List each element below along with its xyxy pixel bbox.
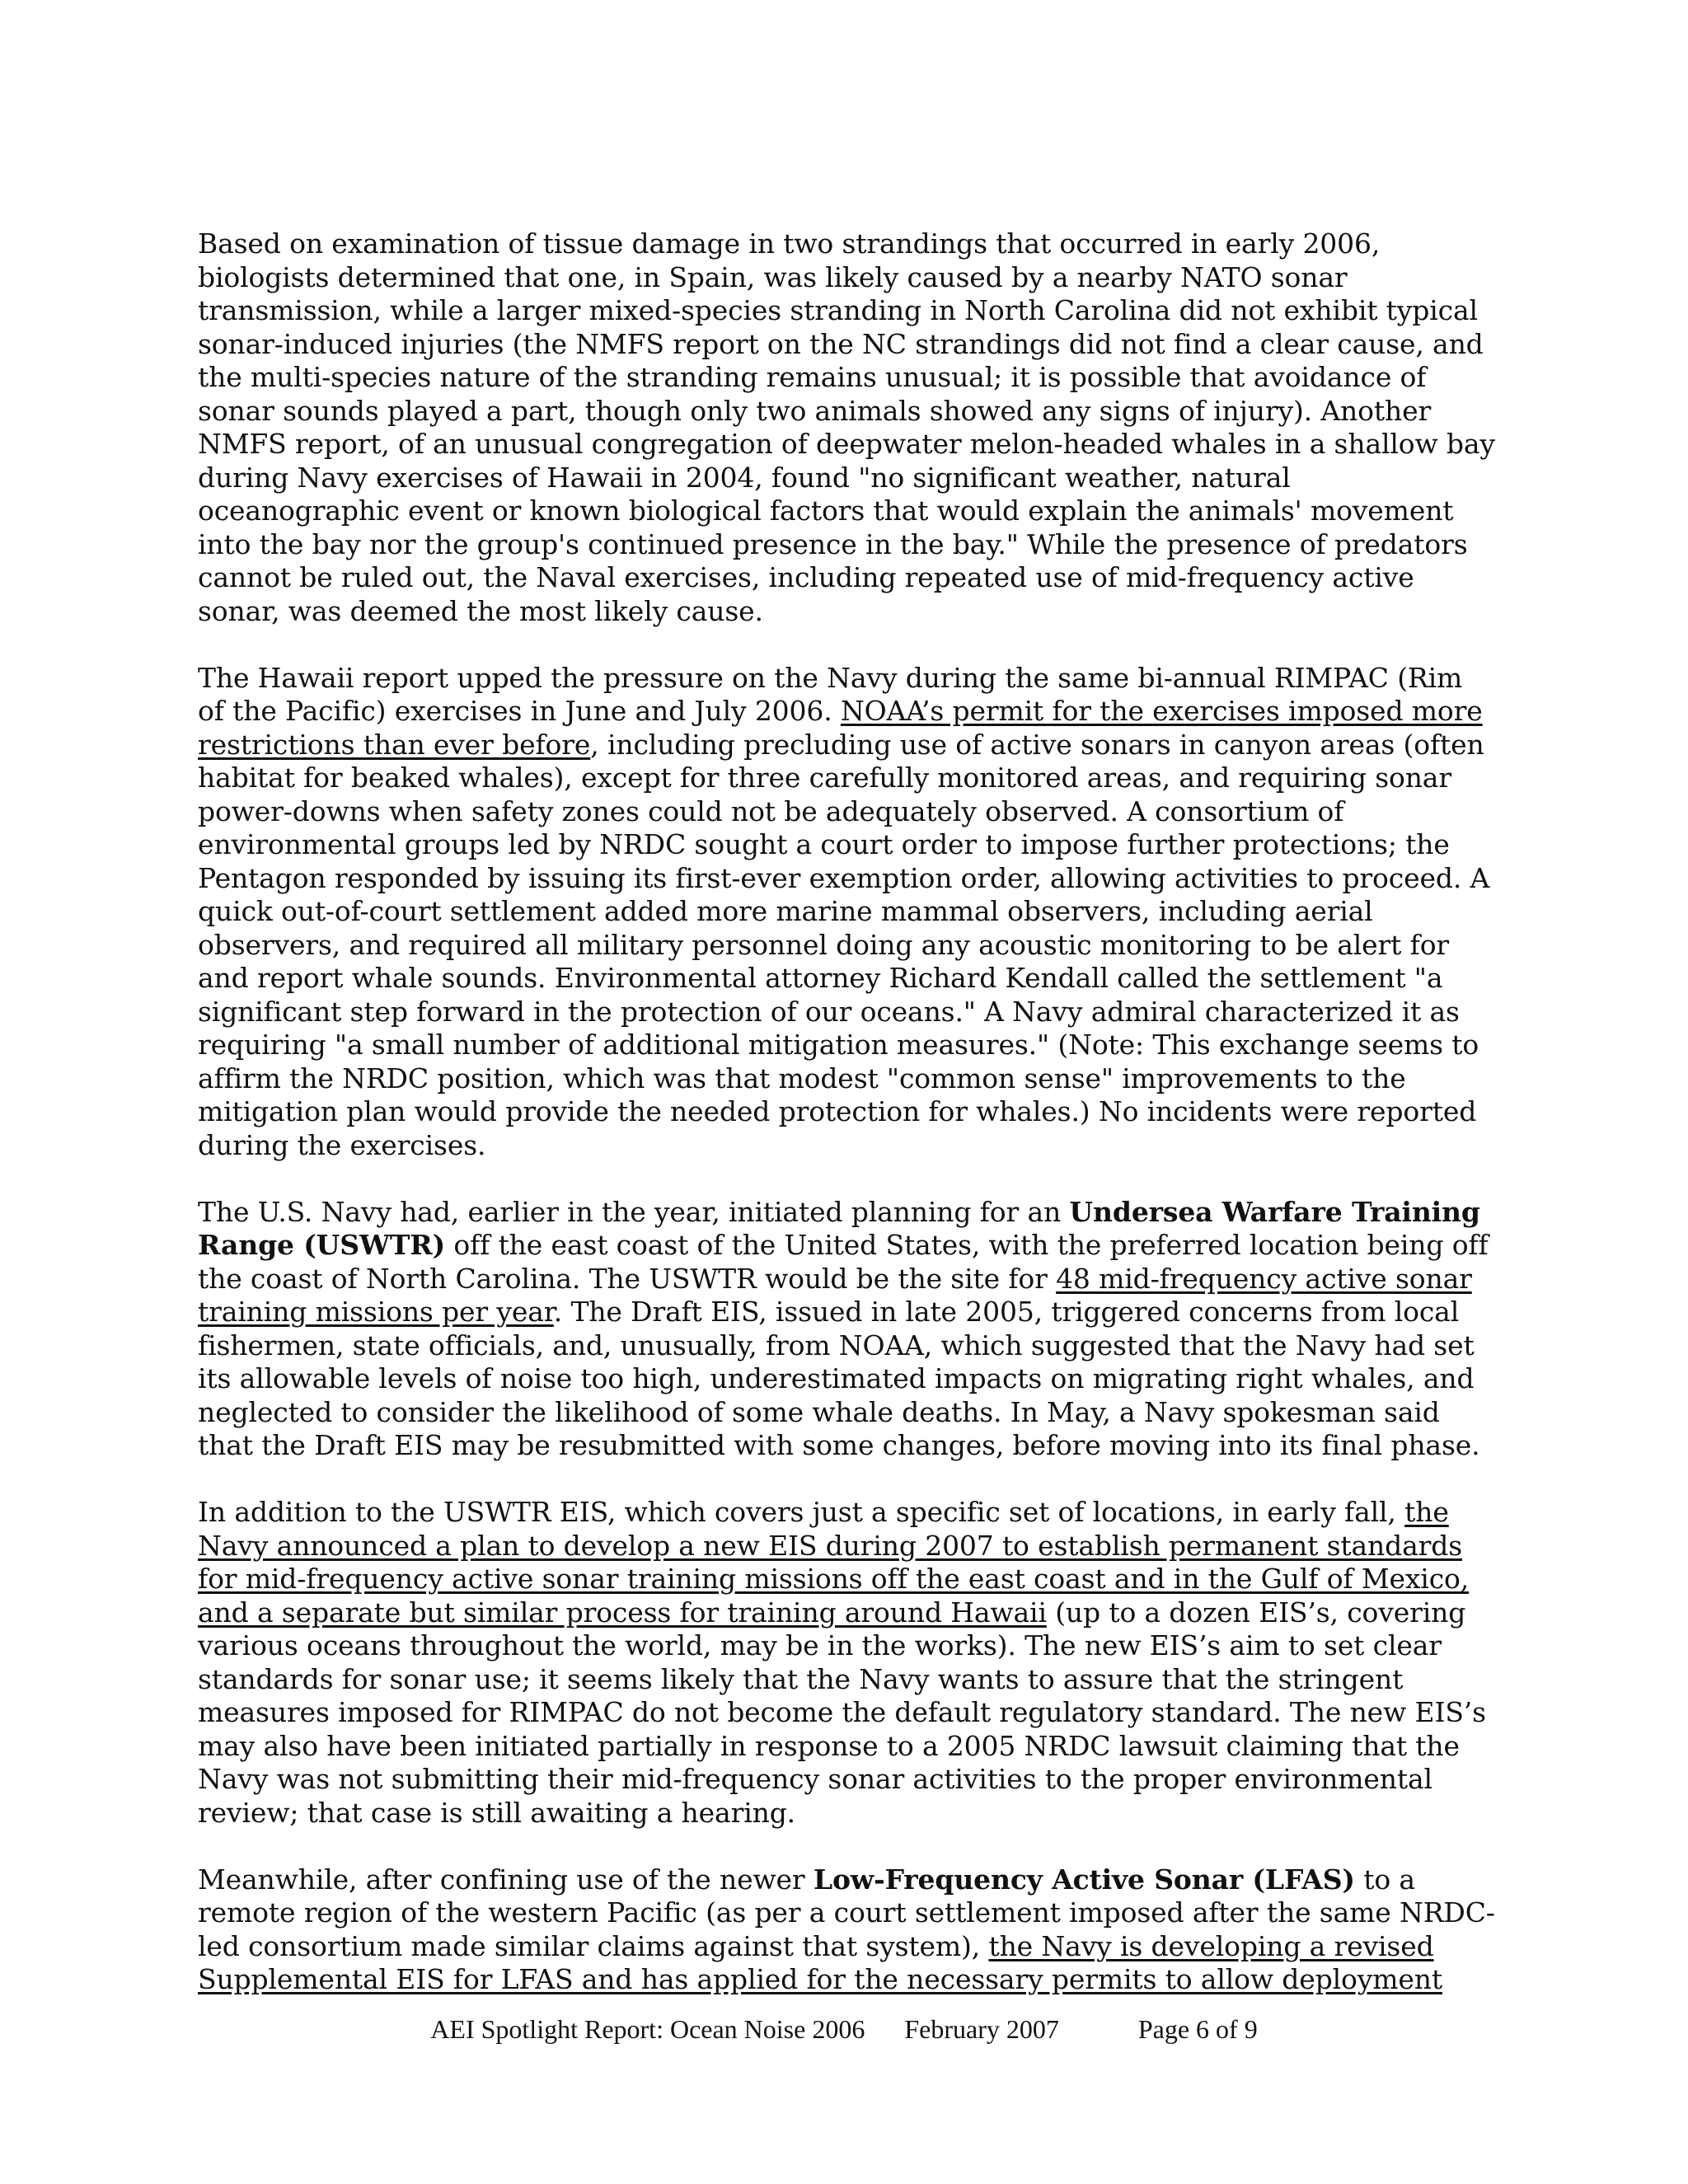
paragraph-1 (198, 227, 1495, 628)
underlined-text: NOAA’s permit for the exercises imposed more restrictions than ever before (198, 695, 1483, 761)
paragraph-3 (198, 1196, 1495, 1463)
bold-text: Undersea Warfare Training Range (USWTR) (198, 1195, 1480, 1261)
text-segment: . The Draft EIS, issued in late 2005, triggered concerns from local fishermen, state officials, and, unusually, from NOAA, which suggested that the Navy had set its allowable levels of noise too high, underestimated impacts on migrating right whales, and neglected to consider the likelihood of some whale deaths. In May, a Navy spokesman said that the Draft EIS may be resubmitted with some changes, before moving into its final phase. (198, 1296, 1480, 1461)
footer-report-title: AEI Spotlight Report: Ocean Noise 2006 (430, 2014, 865, 2044)
paragraph-4 (198, 1496, 1495, 1830)
footer-date: February 2007 (904, 2014, 1059, 2044)
text-segment: , including precluding use of active sonars in canyon areas (often habitat for beaked whales), except for three carefully monitored areas, and requiring sonar power-downs when safety zones could not be adequately observed. A consortium of environmental groups led by NRDC sought a court order to impose further protections; the Pentagon responded by issuing its first-ever exemption order, allowing activities to proceed. A quick out-of-court settlement added more marine mammal observers, including aerial observers, and required all military personnel doing any acoustic monitoring to be alert for and report whale sounds. Environmental attorney Richard Kendall called the settlement "a significant step forward in the protection of our oceans." A Navy admiral characterized it as requiring "a small number of additional mitigation measures." (Note: This exchange seems to affirm the NRDC position, which was that modest "common sense" improvements to the mitigation plan would provide the needed protection for whales.) No incidents were reported during the exercises. (198, 728, 1490, 1161)
text-segment: Meanwhile, after confining use of the newer (198, 1863, 814, 1896)
underlined-text: the Navy announced a plan to develop a new EIS during 2007 to establish permanent standards for mid-frequency active sonar training missions off the east coast and in the Gulf of Mexico, and a separate but similar process for training around Hawaii (198, 1496, 1470, 1629)
text-segment: off the east coast of the United States, with the preferred location being off the coast of North Carolina. The USWTR would be the site for (198, 1229, 1489, 1295)
text-segment: The U.S. Navy had, earlier in the year, initiated planning for an (198, 1195, 1070, 1228)
paragraph-5 (198, 1863, 1495, 1997)
bold-text: Low-Frequency Active Sonar (LFAS) (813, 1863, 1355, 1896)
footer-page-number: Page 6 of 9 (1137, 2014, 1258, 2044)
text-segment: In addition to the USWTR EIS, which covers just a specific set of locations, in early fall, (198, 1496, 1405, 1528)
text-segment: Based on examination of tissue damage in two strandings that occurred in early 2006, biologists determined that one, in Spain, was likely caused by a nearby NATO sonar transmission, while a larger mixed-species stranding in North Carolina did not exhibit typical sonar-induced injuries (the NMFS report on the NC strandings did not find a clear cause, and the multi-species nature of the stranding remains unusual; it is possible that avoidance of sonar sounds played a part, though only two animals showed any signs of injury). Another NMFS report, of an unusual congregation of deepwater melon-headed whales in a shallow bay during Navy exercises of Hawaii in 2004, found "no significant weather, natural oceanographic event or known biological factors that would explain the animals' movement into the bay nor the group's continued presence in the bay." While the presence of predators cannot be ruled out, the Naval exercises, including repeated use of mid-frequency active sonar, was deemed the most likely cause. (198, 227, 1495, 627)
underlined-text: the Navy is developing a revised Supplemental EIS for LFAS and has applied for the necessary permits to allow deployment (198, 1929, 1442, 1995)
paragraph-2 (198, 662, 1495, 1163)
text-segment: to a remote region of the western Pacific (as per a court settlement imposed after the same NRDC-led consortium made similar claims against that system), (198, 1863, 1495, 1962)
underlined-text: 48 mid-frequency active sonar training missions per year (198, 1262, 1472, 1328)
text-segment: The Hawaii report upped the pressure on the Navy during the same bi-annual RIMPAC (Rim of the Pacific) exercises in June and July 2006. (198, 661, 1463, 727)
page-footer (0, 2013, 1688, 2046)
text-segment: (up to a dozen EIS’s, covering various oceans throughout the world, may be in the works). The new EIS’s aim to set clear standards for sonar use; it seems likely that the Navy wants to assure that the stringent measures imposed for RIMPAC do not become the default regulatory standard. The new EIS’s may also have been initiated partially in response to a 2005 NRDC lawsuit claiming that the Navy was not submitting their mid-frequency sonar activities to the proper environmental review; that case is still awaiting a hearing. (198, 1596, 1486, 1829)
document-body (198, 227, 1495, 2030)
